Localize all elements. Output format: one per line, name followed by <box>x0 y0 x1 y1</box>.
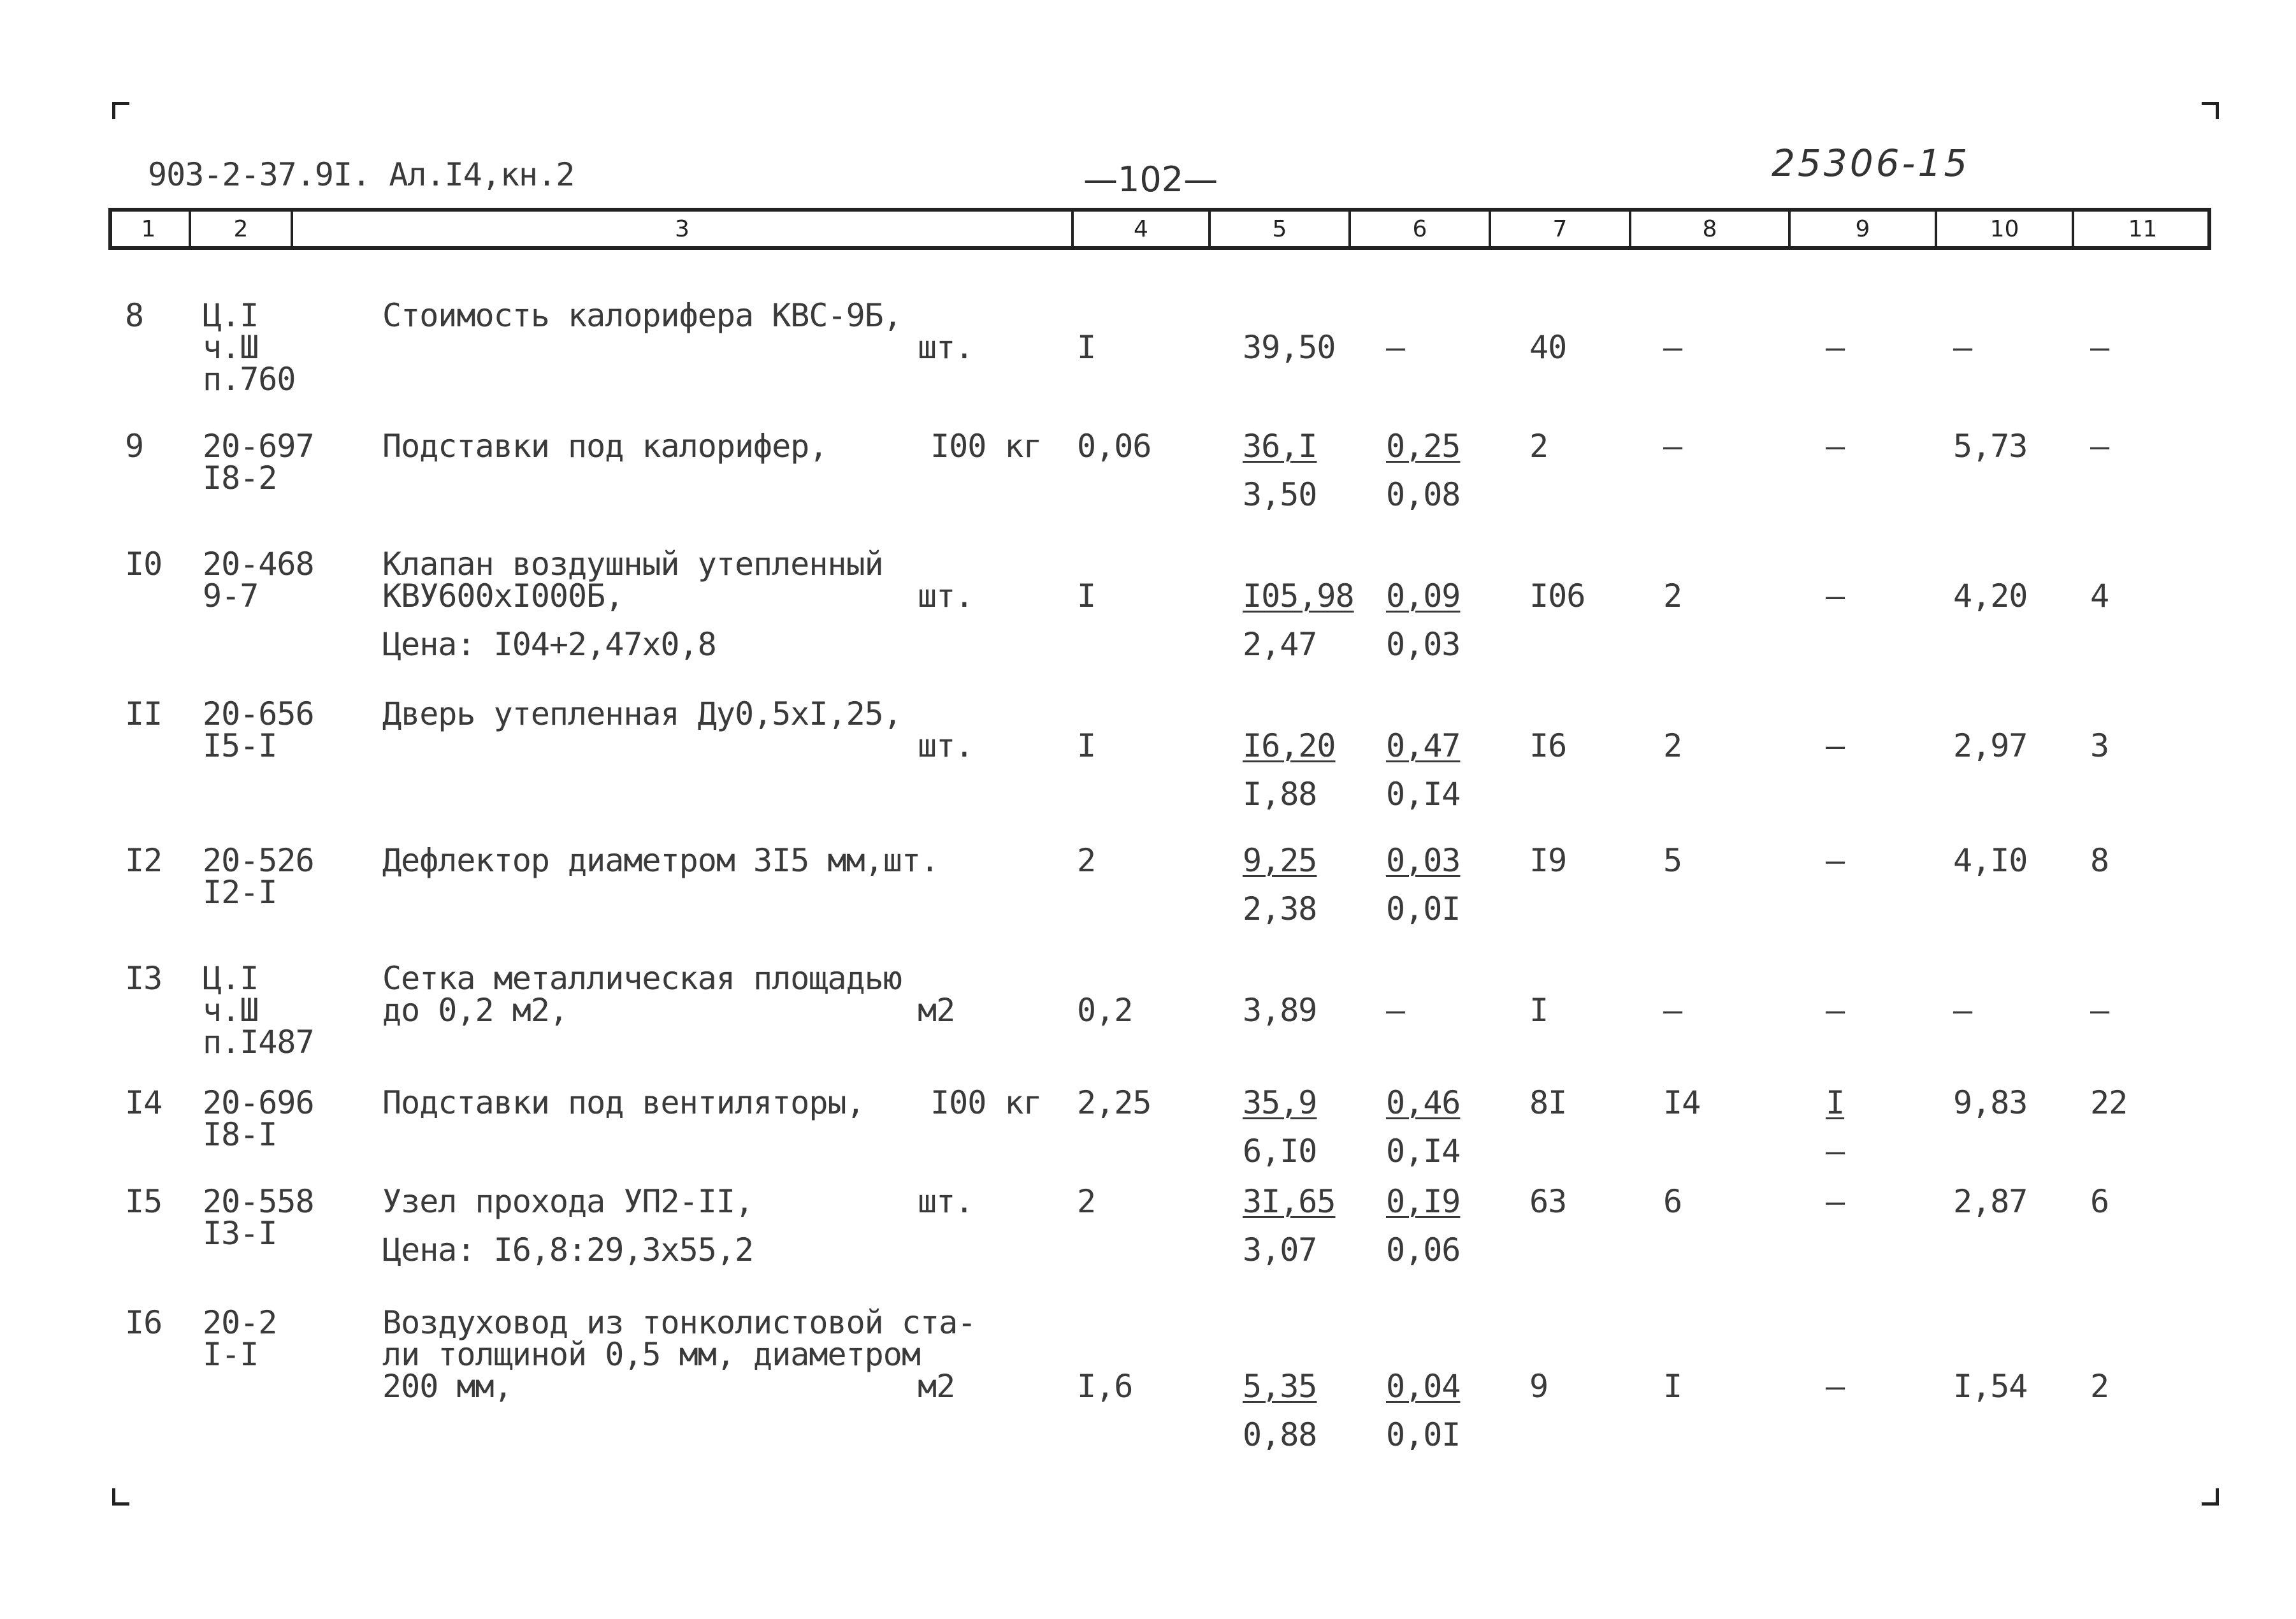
row-number: I6 <box>125 1304 162 1341</box>
norm-code: 20-697 <box>203 428 314 465</box>
unit: I00 кг <box>930 428 1042 465</box>
norm-code: ч.Ш <box>203 992 259 1029</box>
unit-cost-total: 9,25 <box>1243 842 1317 879</box>
item-description: ли толщиной 0,5 мм, диаметром <box>382 1336 920 1373</box>
total-wages: – <box>1663 992 1682 1029</box>
item-description: КВУ600хI000Б, <box>382 577 624 614</box>
labor-unit: 5,73 <box>1953 428 2028 465</box>
labor-unit: 9,83 <box>1953 1084 2028 1121</box>
unit-cost-machines: 0,04 <box>1386 1368 1461 1405</box>
unit-cost-machine-wages: 0,03 <box>1386 626 1461 663</box>
unit-cost-machines: 0,09 <box>1386 577 1461 614</box>
labor-total: 6 <box>2090 1183 2109 1220</box>
norm-code: 20-526 <box>203 842 314 879</box>
total-cost: 63 <box>1529 1183 1567 1220</box>
norm-code: ч.Ш <box>203 329 259 366</box>
unit: м2 <box>918 992 955 1029</box>
norm-code: I-I <box>203 1336 259 1373</box>
item-description: Сетка металлическая площадью <box>382 960 902 997</box>
unit-cost-machines: 0,25 <box>1386 428 1461 465</box>
labor-total: – <box>2090 329 2109 366</box>
unit-cost-wages: 6,I0 <box>1243 1133 1317 1170</box>
unit-cost-wages: 3,07 <box>1243 1231 1317 1268</box>
total-machine-wages: – <box>1826 1133 1845 1170</box>
total-wages: – <box>1663 428 1682 465</box>
column-header-11: 11 <box>2128 215 2158 242</box>
labor-unit: I,54 <box>1953 1368 2028 1405</box>
quantity: 0,2 <box>1077 992 1133 1029</box>
quantity: 2 <box>1077 1183 1096 1220</box>
total-machines: – <box>1826 842 1845 879</box>
row-number: 9 <box>125 428 144 465</box>
labor-unit: – <box>1953 992 1972 1029</box>
quantity: I <box>1077 727 1096 764</box>
column-header-10: 10 <box>1937 208 2074 250</box>
total-wages: 5 <box>1663 842 1682 879</box>
unit-cost-wages: 3,50 <box>1243 476 1317 513</box>
price-note: Цена: I04+2,47х0,8 <box>382 626 716 663</box>
labor-total: 4 <box>2090 577 2109 614</box>
labor-unit: 4,I0 <box>1953 842 2028 879</box>
unit-cost-machine-wages: 0,08 <box>1386 476 1461 513</box>
row-number: I0 <box>125 546 162 583</box>
unit: I00 кг <box>930 1084 1042 1121</box>
norm-code: I8-2 <box>203 460 277 497</box>
unit-cost-wages: 2,47 <box>1243 626 1317 663</box>
total-machines: – <box>1826 577 1845 614</box>
norm-code: I2-I <box>203 874 277 911</box>
labor-total: – <box>2090 992 2109 1029</box>
unit: м2 <box>918 1368 955 1405</box>
page-number: —102— <box>1083 159 1218 200</box>
total-wages: 2 <box>1663 577 1682 614</box>
unit-cost-total: 39,50 <box>1243 329 1336 366</box>
unit-cost-total: 3I,65 <box>1243 1183 1336 1220</box>
total-machines: I <box>1826 1084 1845 1121</box>
quantity: 0,06 <box>1077 428 1152 465</box>
norm-code: Ц.I <box>203 297 259 334</box>
column-header-1: 1 <box>108 208 191 250</box>
item-description: 200 мм, <box>382 1368 512 1405</box>
norm-code: 20-696 <box>203 1084 314 1121</box>
row-number: I3 <box>125 960 162 997</box>
unit-cost-machines: – <box>1386 329 1405 366</box>
quantity: 2,25 <box>1077 1084 1152 1121</box>
labor-total: – <box>2090 428 2109 465</box>
price-note: Цена: I6,8:29,3х55,2 <box>382 1231 754 1268</box>
unit-cost-machine-wages: 0,0I <box>1386 1416 1461 1453</box>
unit-cost-machines: 0,I9 <box>1386 1183 1461 1220</box>
total-cost: 8I <box>1529 1084 1567 1121</box>
total-cost: I <box>1529 992 1549 1029</box>
total-machines: – <box>1826 992 1845 1029</box>
total-cost: 40 <box>1529 329 1567 366</box>
unit-cost-total: I05,98 <box>1243 577 1354 614</box>
norm-code: 20-468 <box>203 546 314 583</box>
labor-total: 3 <box>2090 727 2109 764</box>
unit-cost-wages: 2,38 <box>1243 890 1317 927</box>
unit-cost-machines: – <box>1386 992 1405 1029</box>
quantity: 2 <box>1077 842 1096 879</box>
row-number: I5 <box>125 1183 162 1220</box>
norm-code: 9-7 <box>203 577 259 614</box>
total-cost: 9 <box>1529 1368 1549 1405</box>
document-code: 903-2-37.9I. Ал.I4,кн.2 <box>148 156 575 193</box>
item-description: Подставки под калорифер, <box>382 428 828 465</box>
norm-code: I8-I <box>203 1116 277 1153</box>
column-header-7: 7 <box>1491 208 1631 250</box>
norm-code: 20-2 <box>203 1304 277 1341</box>
norm-code: I3-I <box>203 1215 277 1252</box>
total-wages: I <box>1663 1368 1682 1405</box>
norm-code: 20-558 <box>203 1183 314 1220</box>
labor-unit: 2,97 <box>1953 727 2028 764</box>
labor-unit: 4,20 <box>1953 577 2028 614</box>
row-number: 8 <box>125 297 144 334</box>
unit: шт. <box>918 727 974 764</box>
unit-cost-machine-wages: 0,I4 <box>1386 1133 1461 1170</box>
unit-cost-machine-wages: 0,I4 <box>1386 776 1461 813</box>
column-header-4: 4 <box>1074 208 1211 250</box>
total-machines: – <box>1826 1368 1845 1405</box>
labor-total: 22 <box>2090 1084 2128 1121</box>
labor-total: 8 <box>2090 842 2109 879</box>
row-number: I4 <box>125 1084 162 1121</box>
total-cost: I6 <box>1529 727 1567 764</box>
unit-cost-machine-wages: 0,0I <box>1386 890 1461 927</box>
unit: шт. <box>918 1183 974 1220</box>
norm-code: I5-I <box>203 727 277 764</box>
total-machines: – <box>1826 1183 1845 1220</box>
unit-cost-machines: 0,03 <box>1386 842 1461 879</box>
total-machines: – <box>1826 727 1845 764</box>
total-machines: – <box>1826 329 1845 366</box>
item-description: Клапан воздушный утепленный <box>382 546 883 583</box>
quantity: I,6 <box>1077 1368 1133 1405</box>
total-wages: I4 <box>1663 1084 1701 1121</box>
item-description: Стоимость калорифера КВС-9Б, <box>382 297 902 334</box>
column-header-9: 9 <box>1791 208 1937 250</box>
item-description: до 0,2 м2, <box>382 992 568 1029</box>
column-header-6: 6 <box>1351 208 1491 250</box>
unit-cost-machine-wages: 0,06 <box>1386 1231 1461 1268</box>
labor-unit: 2,87 <box>1953 1183 2028 1220</box>
norm-code: п.I487 <box>203 1024 314 1061</box>
quantity: I <box>1077 577 1096 614</box>
item-description: Воздуховод из тонколистовой ста- <box>382 1304 976 1341</box>
total-cost: I9 <box>1529 842 1567 879</box>
unit-cost-total: 36,I <box>1243 428 1317 465</box>
row-number: I2 <box>125 842 162 879</box>
unit-cost-total: 5,35 <box>1243 1368 1317 1405</box>
unit-cost-total: I6,20 <box>1243 727 1336 764</box>
unit: шт. <box>918 577 974 614</box>
item-description: Дефлектор диаметром 3I5 мм,шт. <box>382 842 939 879</box>
total-wages: 2 <box>1663 727 1682 764</box>
labor-total: 2 <box>2090 1368 2109 1405</box>
unit-cost-machines: 0,47 <box>1386 727 1461 764</box>
total-cost: I06 <box>1529 577 1585 614</box>
item-description: Узел прохода УП2-II, <box>382 1183 754 1220</box>
unit-cost-total: 3,89 <box>1243 992 1317 1029</box>
total-wages: – <box>1663 329 1682 366</box>
quantity: I <box>1077 329 1096 366</box>
unit-cost-machines: 0,46 <box>1386 1084 1461 1121</box>
norm-code: Ц.I <box>203 960 259 997</box>
column-header-3: 3 <box>293 208 1074 250</box>
total-cost: 2 <box>1529 428 1549 465</box>
unit-cost-total: 35,9 <box>1243 1084 1317 1121</box>
total-machines: – <box>1826 428 1845 465</box>
handwritten-number: 25306-15 <box>1772 142 1970 185</box>
column-header-8: 8 <box>1631 208 1791 250</box>
norm-code: п.760 <box>203 361 296 398</box>
total-wages: 6 <box>1663 1183 1682 1220</box>
row-number: II <box>125 695 162 732</box>
item-description: Подставки под вентиляторы, <box>382 1084 865 1121</box>
column-header-5: 5 <box>1211 208 1351 250</box>
unit: шт. <box>918 329 974 366</box>
item-description: Дверь утепленная Ду0,5хI,25, <box>382 695 902 732</box>
column-header-2: 2 <box>191 208 293 250</box>
unit-cost-wages: I,88 <box>1243 776 1317 813</box>
unit-cost-wages: 0,88 <box>1243 1416 1317 1453</box>
labor-unit: – <box>1953 329 1972 366</box>
norm-code: 20-656 <box>203 695 314 732</box>
